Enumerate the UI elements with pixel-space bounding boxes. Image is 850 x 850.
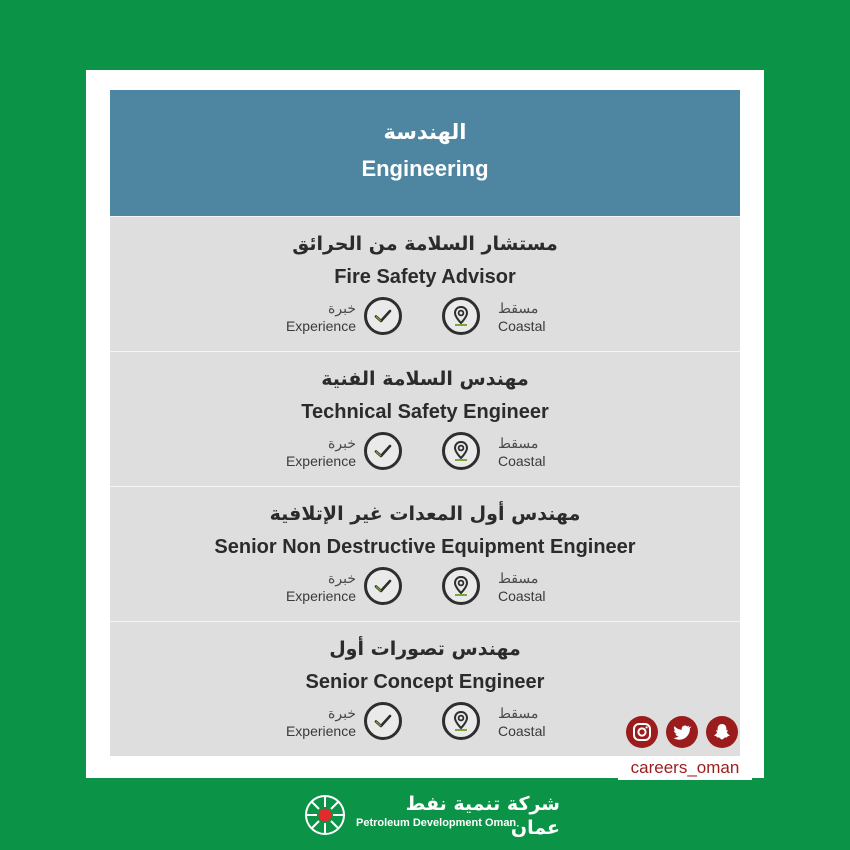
category-header (110, 90, 740, 216)
brand-name-en: Petroleum Development Oman (356, 817, 517, 829)
location-pin-icon (442, 702, 480, 740)
location-pin-icon (442, 297, 480, 335)
job-meta (110, 432, 740, 476)
experience-info (278, 567, 408, 611)
location-info (442, 702, 572, 746)
job-title-ar: مهندس تصورات أول (329, 638, 521, 660)
job-title-en: Senior Non Destructive Equipment Engineer (214, 536, 636, 558)
location-label-en: Coastal (498, 588, 546, 604)
location-info (442, 297, 572, 341)
experience-info (278, 432, 408, 476)
check-icon (364, 297, 402, 335)
snapchat-icon[interactable] (706, 716, 738, 748)
instagram-icon[interactable] (626, 716, 658, 748)
location-label-en: Coastal (498, 723, 546, 739)
brand-name-ar: شركة تنمية نفط عمان (405, 793, 560, 839)
category-title-en: Engineering (361, 156, 489, 181)
job-meta (110, 567, 740, 611)
job-board (110, 90, 740, 756)
experience-label-en: Experience (285, 588, 356, 604)
twitter-icon[interactable] (666, 716, 698, 748)
poster-frame (86, 70, 764, 778)
location-info (442, 432, 572, 476)
experience-label-en: Experience (285, 318, 356, 334)
experience-label-ar: خبرة (328, 435, 356, 451)
job-title-en: Technical Safety Engineer (301, 401, 549, 423)
location-label-ar: مسقط (498, 435, 539, 451)
location-label-en: Coastal (498, 453, 546, 469)
experience-info (278, 297, 408, 341)
location-pin-icon (442, 567, 480, 605)
experience-info (278, 702, 408, 746)
pdo-logo-icon (304, 794, 346, 840)
job-title-ar: مستشار السلامة من الحرائق (292, 233, 558, 255)
check-icon (364, 432, 402, 470)
experience-label-en: Experience (285, 723, 356, 739)
social-handle[interactable]: careers_oman (618, 756, 752, 780)
category-title-ar: الهندسة (383, 120, 467, 144)
check-icon (364, 702, 402, 740)
job-title-ar: مهندس السلامة الفنية (321, 368, 529, 390)
experience-label-ar: خبرة (328, 570, 356, 586)
job-title-ar: مهندس أول المعدات غير الإتلافية (269, 503, 581, 525)
location-label-ar: مسقط (498, 705, 539, 721)
location-label-ar: مسقط (498, 300, 539, 316)
experience-label-ar: خبرة (328, 300, 356, 316)
location-label-en: Coastal (498, 318, 546, 334)
job-title-en: Fire Safety Advisor (334, 266, 516, 288)
job-meta (110, 297, 740, 341)
location-info (442, 567, 572, 611)
job-title-en: Senior Concept Engineer (305, 671, 545, 693)
brand-footer (300, 792, 560, 839)
location-pin-icon (442, 432, 480, 470)
job-row[interactable] (110, 216, 740, 351)
experience-label-ar: خبرة (328, 705, 356, 721)
check-icon (364, 567, 402, 605)
location-label-ar: مسقط (498, 570, 539, 586)
job-row[interactable] (110, 486, 740, 621)
experience-label-en: Experience (285, 453, 356, 469)
job-row[interactable] (110, 351, 740, 486)
